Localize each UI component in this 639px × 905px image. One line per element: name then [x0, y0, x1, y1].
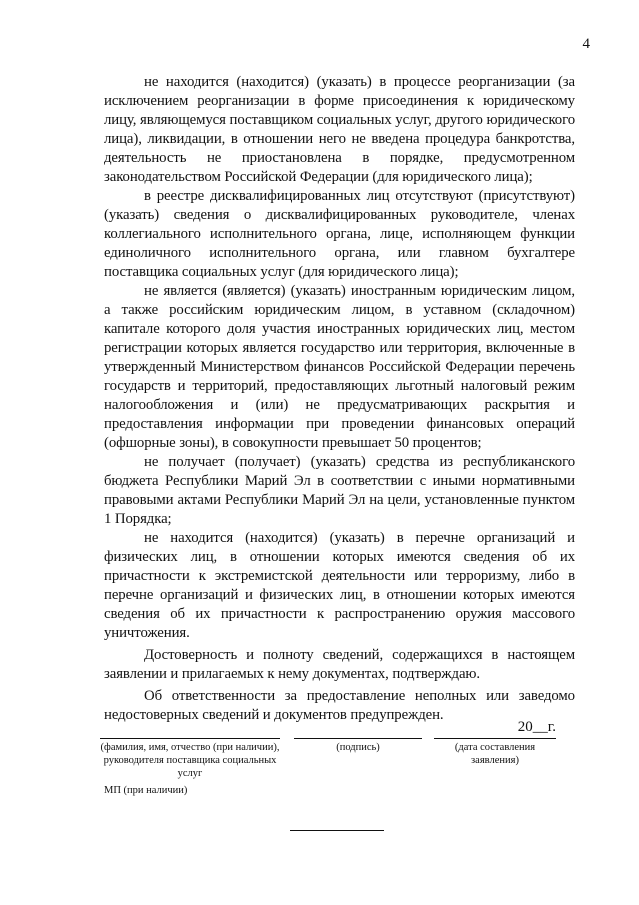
page-number: 4	[582, 36, 590, 52]
date-line	[434, 718, 556, 739]
signature-caption: (подпись)	[336, 742, 380, 753]
name-line	[100, 718, 280, 739]
signature-line	[294, 718, 422, 739]
paragraph-disqualified-registry: в реестре дисквалифицированных лиц отсутствуют (присутствуют) (указать) сведения о дисквалифицированных руководителе, членах коллегиального исполнительного органа, лице, исполняющем функции единоличного исполнительного органа, или главном бухгалтере поставщика социальных услуг (для юридического лица);	[104, 188, 575, 280]
document-body	[104, 73, 575, 725]
paragraph-confirmation: Достоверность и полноту сведений, содержащихся в настоящем заявлении и прилагаемых к нему документах, подтверждаю.	[104, 647, 575, 682]
name-field	[100, 718, 280, 780]
paragraph-extremism-list: не находится (находится) (указать) в перечне организаций и физических лиц, в отношении которых имеются сведения об их причастности к экстремистской деятельности или терроризму, либо в перечне организаций и физических лиц, в отношении которых имеются сведения об их причастности к распространению оружия массового уничтожения.	[104, 530, 575, 641]
end-divider	[290, 830, 384, 831]
paragraph-reorganization: не находится (находится) (указать) в процессе реорганизации (за исключением реорганизации в форме присоединения к юридическому лицу, являющемуся поставщиком социальных услуг, другого юридического лица), ликвидации, в отношении него не введена процедура банкротства, деятельность не приостановлена в порядке, предусмотренном законодательством Российской Федерации (для юридического лица);	[104, 74, 575, 185]
date-field	[434, 718, 556, 767]
stamp-label: МП (при наличии)	[104, 785, 188, 796]
name-caption: (фамилия, имя, отчество (при наличии), руководителя поставщика социальных услуг	[100, 742, 280, 779]
date-year-text: 20__г.	[517, 719, 556, 735]
paragraph-responsibility: Об ответственности за предоставление неполных или заведомо недостоверных сведений и документов предупрежден.	[104, 688, 575, 723]
paragraph-budget-funds: не получает (получает) (указать) средства из республиканского бюджета Республики Марий Эл в соответствии с иными нормативными правовыми актами Республики Марий Эл на цели, установленные пунктом 1 Порядка;	[104, 454, 575, 527]
date-caption: (дата составления заявления)	[454, 742, 536, 766]
signature-block	[0, 718, 639, 798]
paragraph-foreign-entity: не является (является) (указать) иностранным юридическим лицом, а также российским юридическим лицом, в уставном (складочном) капитале которого доля участия иностранных юридических лиц, местом регистрации которых является государство или территория, включенные в утвержденный Министерством финансов Российской Федерации перечень государств и территорий, предоставляющих льготный налоговый режим налогообложения и (или) не предусматривающих раскрытия и предоставления информации при проведении финансовых операций (офшорные зоны), в совокупности превышает 50 процентов;	[104, 283, 575, 451]
signature-field	[294, 718, 422, 754]
